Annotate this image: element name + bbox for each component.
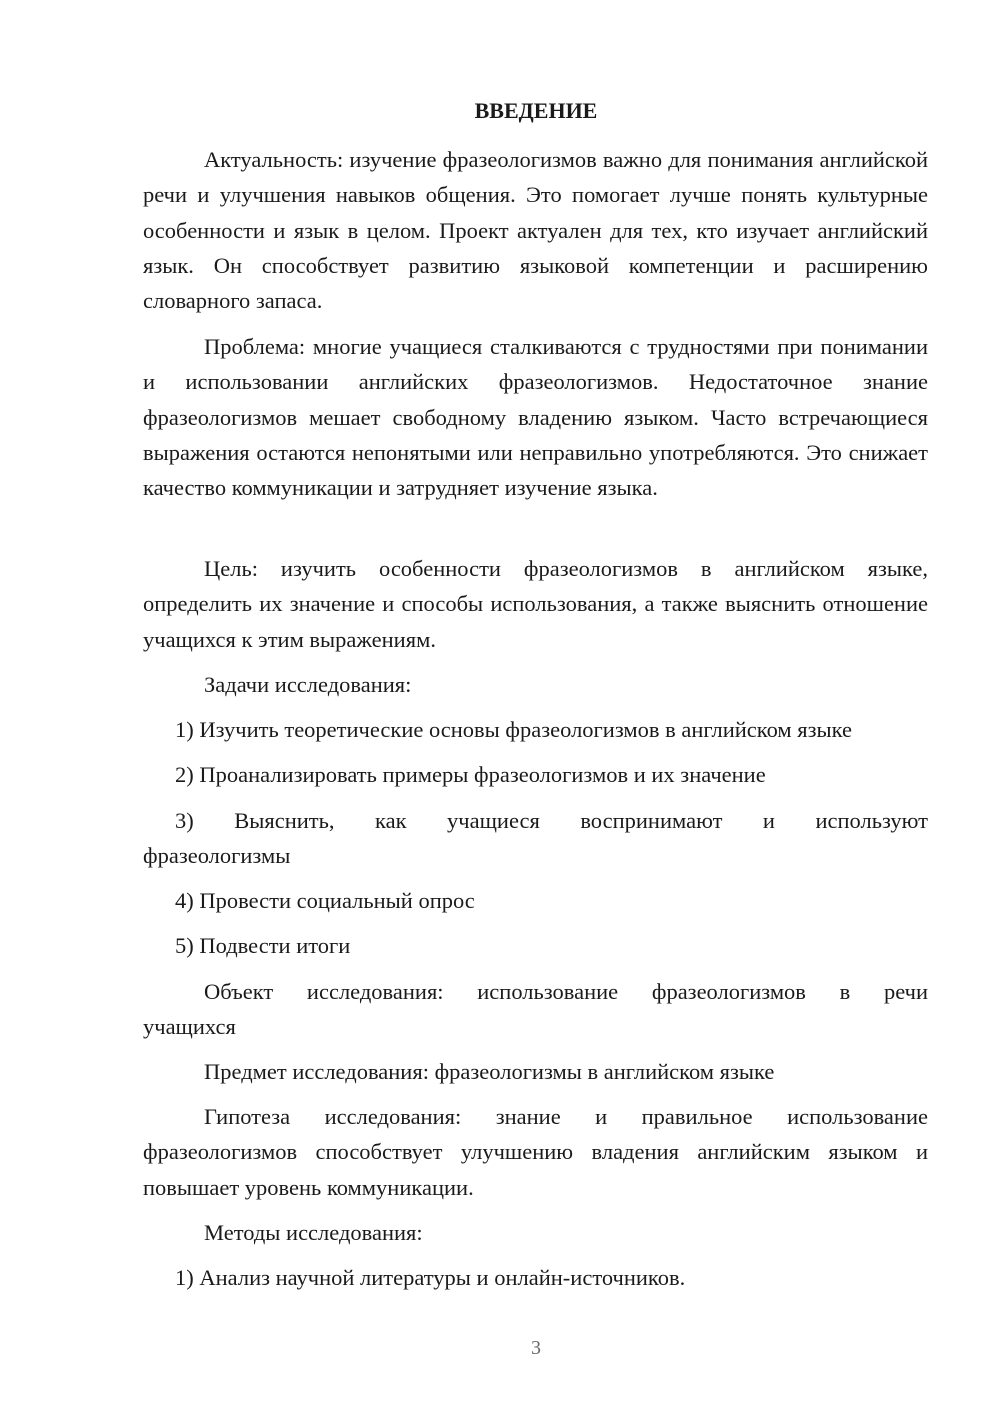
page-number: 3 (531, 1337, 541, 1359)
relevance-paragraph: Актуальность: изучение фразеологизмов важно для понимания английской речи и улучшения навыков общения. Это помогает лучше понять культурные особенности и язык в целом. Проект актуален для тех, кто изучает английский язык. Он способствует развитию языковой компетенции и расширению словарного запаса. (143, 147, 928, 314)
methods-heading: Методы исследования: (204, 1220, 423, 1245)
method-item-1: 1) Анализ научной литературы и онлайн-источников. (175, 1265, 686, 1290)
task-item-2: 2) Проанализировать примеры фразеологизмов и их значение (175, 762, 766, 787)
task-item-4: 4) Провести социальный опрос (175, 888, 475, 913)
problem-paragraph: Проблема: многие учащиеся сталкиваются с трудностями при понимании и использовании английских фразеологизмов. Недостаточное знание фразеологизмов мешает свободному владению языком. Часто встречающиеся выражения остаются непонятыми или неправильно употребляются. Это снижает качество коммуникации и затрудняет изучение языка. (143, 334, 928, 501)
task-item-5: 5) Подвести итоги (175, 933, 351, 958)
tasks-heading: Задачи исследования: (204, 672, 412, 697)
goal-paragraph: Цель: изучить особенности фразеологизмов в английском языке, определить их значение и способы использования, а также выяснить отношение учащихся к этим выражениям. (143, 556, 928, 652)
task-item-1: 1) Изучить теоретические основы фразеологизмов в английском языке (175, 717, 852, 742)
task-item-3: 3) Выяснить, как учащиеся воспринимают и используют фразеологизмы (143, 808, 928, 869)
subject-paragraph: Предмет исследования: фразеологизмы в английском языке (204, 1059, 775, 1084)
page-title: ВВЕДЕНИЕ (474, 98, 598, 123)
hypothesis-paragraph: Гипотеза исследования: знание и правильное использование фразеологизмов способствует улучшению владения английским языком и повышает уровень коммуникации. (143, 1104, 928, 1200)
object-paragraph: Объект исследования: использование фразеологизмов в речи учащихся (143, 979, 928, 1040)
